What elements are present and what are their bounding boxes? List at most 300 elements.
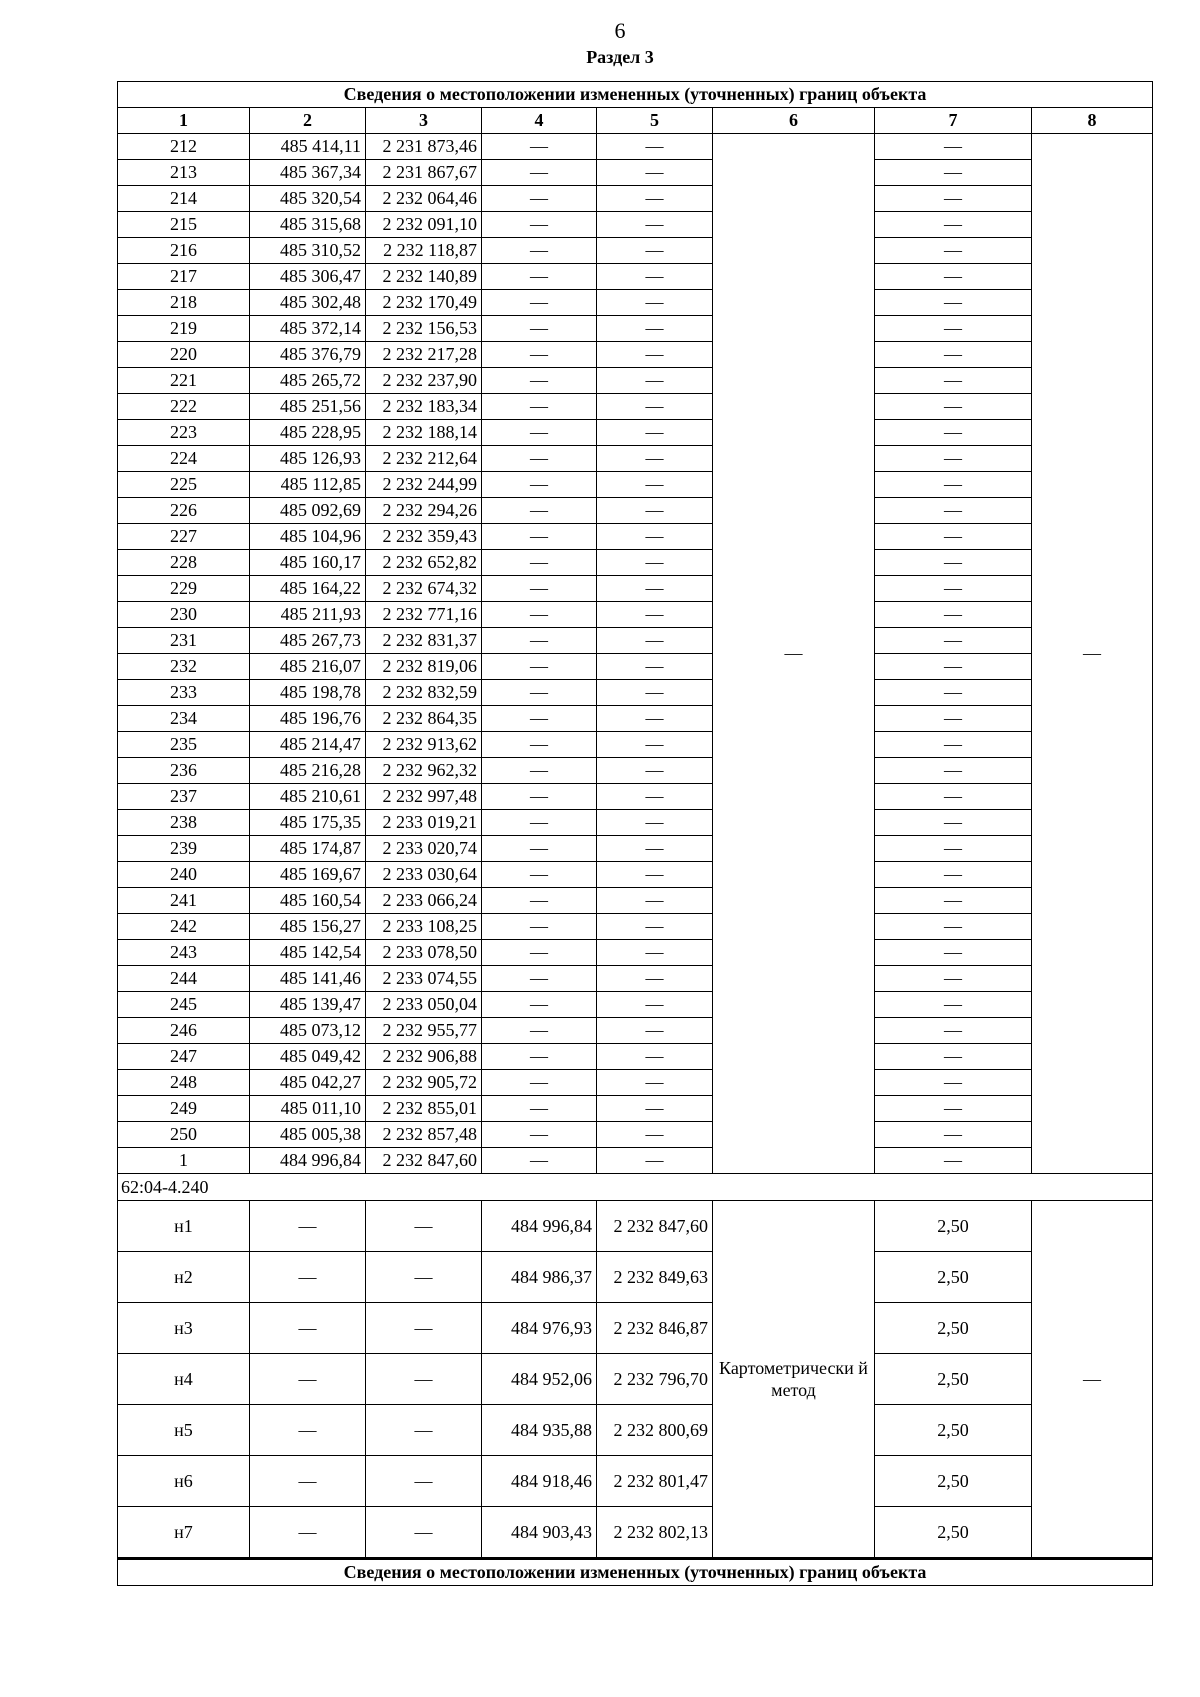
accuracy: —	[875, 524, 1032, 550]
new-x: —	[482, 1018, 597, 1044]
column-number: 8	[1032, 108, 1153, 134]
accuracy: —	[875, 134, 1032, 160]
point-number: 221	[118, 368, 250, 394]
new-y: —	[597, 914, 713, 940]
table-row	[118, 888, 1153, 914]
existing-y: 2 232 905,72	[366, 1070, 482, 1096]
new-y: —	[597, 966, 713, 992]
existing-x: 485 092,69	[250, 498, 366, 524]
new-x: —	[482, 186, 597, 212]
point-number: 229	[118, 576, 250, 602]
existing-y: 2 232 652,82	[366, 550, 482, 576]
existing-x: 485 042,27	[250, 1070, 366, 1096]
table-row	[118, 472, 1153, 498]
new-x: —	[482, 1044, 597, 1070]
accuracy: 2,50	[875, 1252, 1032, 1303]
existing-y: 2 232 156,53	[366, 316, 482, 342]
new-x: —	[482, 446, 597, 472]
existing-y: 2 232 997,48	[366, 784, 482, 810]
existing-x: 485 126,93	[250, 446, 366, 472]
point-number: 217	[118, 264, 250, 290]
new-y: —	[597, 940, 713, 966]
table-row	[118, 576, 1153, 602]
new-y: 2 232 802,13	[597, 1507, 713, 1559]
accuracy: —	[875, 420, 1032, 446]
table-row	[118, 680, 1153, 706]
accuracy: —	[875, 836, 1032, 862]
existing-y: 2 232 906,88	[366, 1044, 482, 1070]
new-y: —	[597, 810, 713, 836]
point-number: н5	[118, 1405, 250, 1456]
table-row	[118, 1354, 1153, 1405]
table-row	[118, 1456, 1153, 1507]
existing-x: 485 251,56	[250, 394, 366, 420]
table-row	[118, 654, 1153, 680]
point-number: 228	[118, 550, 250, 576]
accuracy: —	[875, 264, 1032, 290]
existing-x: 485 141,46	[250, 966, 366, 992]
existing-x: 485 216,07	[250, 654, 366, 680]
existing-y: 2 233 108,25	[366, 914, 482, 940]
new-y: —	[597, 576, 713, 602]
accuracy: —	[875, 862, 1032, 888]
table-row	[118, 810, 1153, 836]
existing-y: 2 233 050,04	[366, 992, 482, 1018]
accuracy: —	[875, 810, 1032, 836]
point-number: 246	[118, 1018, 250, 1044]
point-number: 218	[118, 290, 250, 316]
existing-x: 485 142,54	[250, 940, 366, 966]
existing-y: 2 232 294,26	[366, 498, 482, 524]
new-y: —	[597, 992, 713, 1018]
point-number: 248	[118, 1070, 250, 1096]
table-row	[118, 394, 1153, 420]
description-cell: —	[1032, 134, 1153, 1174]
table-row	[118, 602, 1153, 628]
description-cell: —	[1032, 1201, 1153, 1559]
new-y: —	[597, 368, 713, 394]
table-row	[118, 992, 1153, 1018]
existing-y: 2 232 855,01	[366, 1096, 482, 1122]
accuracy: —	[875, 316, 1032, 342]
table-row	[118, 446, 1153, 472]
table-row	[118, 628, 1153, 654]
new-y: —	[597, 758, 713, 784]
parcel-row	[118, 1174, 1153, 1201]
point-number: 212	[118, 134, 250, 160]
accuracy: —	[875, 212, 1032, 238]
existing-y: 2 232 064,46	[366, 186, 482, 212]
new-y: —	[597, 550, 713, 576]
table-row	[118, 758, 1153, 784]
accuracy: —	[875, 992, 1032, 1018]
existing-y: 2 232 913,62	[366, 732, 482, 758]
table-row	[118, 1044, 1153, 1070]
point-number: 238	[118, 810, 250, 836]
new-y: —	[597, 264, 713, 290]
new-x: —	[482, 472, 597, 498]
point-number: 240	[118, 862, 250, 888]
point-number: 225	[118, 472, 250, 498]
existing-x: 485 210,61	[250, 784, 366, 810]
column-number: 3	[366, 108, 482, 134]
table-row	[118, 134, 1153, 160]
new-x: —	[482, 992, 597, 1018]
new-y: —	[597, 342, 713, 368]
table-row	[118, 1303, 1153, 1354]
existing-x: 485 049,42	[250, 1044, 366, 1070]
new-x: —	[482, 628, 597, 654]
new-x: —	[482, 862, 597, 888]
table-row	[118, 1405, 1153, 1456]
existing-y: 2 232 857,48	[366, 1122, 482, 1148]
point-number: 222	[118, 394, 250, 420]
new-y: —	[597, 732, 713, 758]
existing-y: 2 233 078,50	[366, 940, 482, 966]
existing-x: 485 156,27	[250, 914, 366, 940]
accuracy: —	[875, 238, 1032, 264]
accuracy: —	[875, 550, 1032, 576]
existing-x: 485 160,54	[250, 888, 366, 914]
existing-y: 2 232 819,06	[366, 654, 482, 680]
new-x: —	[482, 1096, 597, 1122]
new-y: 2 232 801,47	[597, 1456, 713, 1507]
accuracy: 2,50	[875, 1507, 1032, 1559]
existing-x: 485 367,34	[250, 160, 366, 186]
accuracy: 2,50	[875, 1405, 1032, 1456]
point-number: 247	[118, 1044, 250, 1070]
new-x: 484 918,46	[482, 1456, 597, 1507]
point-number: 241	[118, 888, 250, 914]
new-x: —	[482, 1070, 597, 1096]
new-y: —	[597, 472, 713, 498]
new-x: 484 976,93	[482, 1303, 597, 1354]
point-number: 223	[118, 420, 250, 446]
existing-y: 2 232 955,77	[366, 1018, 482, 1044]
table-row	[118, 316, 1153, 342]
accuracy: —	[875, 1070, 1032, 1096]
accuracy: —	[875, 1122, 1032, 1148]
table-row	[118, 420, 1153, 446]
new-x: —	[482, 264, 597, 290]
new-x: —	[482, 654, 597, 680]
existing-y: —	[366, 1507, 482, 1559]
new-y: —	[597, 446, 713, 472]
existing-y: —	[366, 1354, 482, 1405]
point-number: 232	[118, 654, 250, 680]
accuracy: —	[875, 888, 1032, 914]
accuracy: —	[875, 732, 1032, 758]
new-x: 484 935,88	[482, 1405, 597, 1456]
table-row	[118, 342, 1153, 368]
existing-y: 2 232 183,34	[366, 394, 482, 420]
accuracy: 2,50	[875, 1201, 1032, 1252]
point-number: н4	[118, 1354, 250, 1405]
new-y: —	[597, 420, 713, 446]
point-number: 227	[118, 524, 250, 550]
new-x: —	[482, 888, 597, 914]
existing-y: 2 233 020,74	[366, 836, 482, 862]
point-number: 236	[118, 758, 250, 784]
table-row	[118, 1252, 1153, 1303]
new-y: 2 232 800,69	[597, 1405, 713, 1456]
point-number: н2	[118, 1252, 250, 1303]
existing-x: 485 169,67	[250, 862, 366, 888]
new-x: —	[482, 576, 597, 602]
point-number: 243	[118, 940, 250, 966]
new-x: —	[482, 810, 597, 836]
existing-y: 2 232 962,32	[366, 758, 482, 784]
existing-y: 2 232 140,89	[366, 264, 482, 290]
table-row	[118, 1018, 1153, 1044]
existing-y: 2 232 170,49	[366, 290, 482, 316]
existing-x: 485 267,73	[250, 628, 366, 654]
point-number: 237	[118, 784, 250, 810]
point-number: н3	[118, 1303, 250, 1354]
new-x: 484 903,43	[482, 1507, 597, 1559]
existing-y: 2 232 674,32	[366, 576, 482, 602]
existing-y: 2 231 867,67	[366, 160, 482, 186]
table-row	[118, 238, 1153, 264]
page-number: 6	[614, 18, 626, 43]
footer-caption: Сведения о местоположении измененных (уточненных) границ объекта	[118, 1559, 1153, 1586]
existing-y: —	[366, 1303, 482, 1354]
table-row	[118, 706, 1153, 732]
method-cell: —	[713, 134, 875, 1174]
new-x: 484 986,37	[482, 1252, 597, 1303]
new-y: —	[597, 628, 713, 654]
existing-x: 485 228,95	[250, 420, 366, 446]
existing-y: 2 232 188,14	[366, 420, 482, 446]
point-number: 242	[118, 914, 250, 940]
existing-x: 485 011,10	[250, 1096, 366, 1122]
existing-y: 2 232 091,10	[366, 212, 482, 238]
point-number: 234	[118, 706, 250, 732]
accuracy: —	[875, 186, 1032, 212]
accuracy: 2,50	[875, 1354, 1032, 1405]
new-y: —	[597, 186, 713, 212]
column-number: 1	[118, 108, 250, 134]
existing-x: —	[250, 1303, 366, 1354]
accuracy: —	[875, 576, 1032, 602]
table-row	[118, 186, 1153, 212]
new-x: —	[482, 1148, 597, 1174]
table-row	[118, 1507, 1153, 1559]
new-y: —	[597, 1096, 713, 1122]
existing-y: 2 232 217,28	[366, 342, 482, 368]
existing-x: 485 414,11	[250, 134, 366, 160]
existing-x: 485 104,96	[250, 524, 366, 550]
point-number: н7	[118, 1507, 250, 1559]
column-number: 7	[875, 108, 1032, 134]
new-x: —	[482, 394, 597, 420]
parcel-label: 62:04-4.240	[118, 1174, 1153, 1201]
existing-x: 485 164,22	[250, 576, 366, 602]
table-row	[118, 914, 1153, 940]
point-number: 219	[118, 316, 250, 342]
new-y: —	[597, 862, 713, 888]
accuracy: —	[875, 342, 1032, 368]
new-y: —	[597, 316, 713, 342]
new-x: —	[482, 368, 597, 394]
existing-y: 2 233 066,24	[366, 888, 482, 914]
accuracy: —	[875, 498, 1032, 524]
existing-y: 2 232 771,16	[366, 602, 482, 628]
point-number: 235	[118, 732, 250, 758]
table-row	[118, 212, 1153, 238]
new-x: —	[482, 966, 597, 992]
new-y: —	[597, 602, 713, 628]
existing-x: —	[250, 1456, 366, 1507]
accuracy: —	[875, 472, 1032, 498]
existing-y: 2 232 847,60	[366, 1148, 482, 1174]
accuracy: —	[875, 706, 1032, 732]
column-number: 4	[482, 108, 597, 134]
table-row	[118, 1096, 1153, 1122]
accuracy: —	[875, 1148, 1032, 1174]
method-cell: Картометрически й метод	[713, 1201, 875, 1559]
new-x: —	[482, 550, 597, 576]
existing-y: 2 233 019,21	[366, 810, 482, 836]
point-number: 239	[118, 836, 250, 862]
accuracy: —	[875, 966, 1032, 992]
accuracy: —	[875, 654, 1032, 680]
accuracy: —	[875, 914, 1032, 940]
new-y: —	[597, 1044, 713, 1070]
point-number: 249	[118, 1096, 250, 1122]
new-x: —	[482, 420, 597, 446]
new-x: —	[482, 940, 597, 966]
new-x: —	[482, 212, 597, 238]
new-y: —	[597, 1070, 713, 1096]
new-x: 484 996,84	[482, 1201, 597, 1252]
point-number: 231	[118, 628, 250, 654]
column-numbers-row	[118, 108, 1153, 134]
existing-x: 485 372,14	[250, 316, 366, 342]
new-y: —	[597, 784, 713, 810]
new-x: —	[482, 602, 597, 628]
point-number: 1	[118, 1148, 250, 1174]
accuracy: —	[875, 758, 1032, 784]
existing-x: 485 160,17	[250, 550, 366, 576]
accuracy: —	[875, 446, 1032, 472]
existing-y: 2 232 359,43	[366, 524, 482, 550]
existing-x: 485 005,38	[250, 1122, 366, 1148]
existing-y: 2 232 237,90	[366, 368, 482, 394]
new-y: —	[597, 212, 713, 238]
accuracy: —	[875, 784, 1032, 810]
new-x: —	[482, 914, 597, 940]
existing-x: —	[250, 1252, 366, 1303]
new-y: 2 232 846,87	[597, 1303, 713, 1354]
existing-x: 485 174,87	[250, 836, 366, 862]
new-y: —	[597, 888, 713, 914]
new-y: —	[597, 134, 713, 160]
table-row	[118, 550, 1153, 576]
new-y: —	[597, 290, 713, 316]
column-number: 6	[713, 108, 875, 134]
point-number: н6	[118, 1456, 250, 1507]
point-number: 250	[118, 1122, 250, 1148]
existing-x: 485 306,47	[250, 264, 366, 290]
table-row	[118, 784, 1153, 810]
point-number: 214	[118, 186, 250, 212]
new-x: —	[482, 498, 597, 524]
existing-x: 485 216,28	[250, 758, 366, 784]
table-row	[118, 836, 1153, 862]
existing-x: 485 139,47	[250, 992, 366, 1018]
existing-y: —	[366, 1405, 482, 1456]
point-number: н1	[118, 1201, 250, 1252]
table-row	[118, 264, 1153, 290]
table-row	[118, 498, 1153, 524]
table-row	[118, 160, 1153, 186]
new-x: —	[482, 680, 597, 706]
point-number: 245	[118, 992, 250, 1018]
existing-y: 2 232 832,59	[366, 680, 482, 706]
new-x: —	[482, 160, 597, 186]
accuracy: —	[875, 160, 1032, 186]
existing-y: —	[366, 1252, 482, 1303]
new-x: —	[482, 784, 597, 810]
table-row	[118, 1122, 1153, 1148]
table-row	[118, 290, 1153, 316]
new-y: —	[597, 498, 713, 524]
point-number: 233	[118, 680, 250, 706]
existing-y: 2 232 244,99	[366, 472, 482, 498]
accuracy: —	[875, 1018, 1032, 1044]
accuracy: —	[875, 368, 1032, 394]
point-number: 230	[118, 602, 250, 628]
new-x: —	[482, 732, 597, 758]
new-y: —	[597, 1122, 713, 1148]
new-y: —	[597, 706, 713, 732]
point-number: 220	[118, 342, 250, 368]
accuracy: —	[875, 628, 1032, 654]
point-number: 216	[118, 238, 250, 264]
accuracy: —	[875, 1096, 1032, 1122]
new-y: 2 232 796,70	[597, 1354, 713, 1405]
existing-x: 485 315,68	[250, 212, 366, 238]
new-x: —	[482, 706, 597, 732]
column-number: 2	[250, 108, 366, 134]
table-row	[118, 862, 1153, 888]
accuracy: —	[875, 680, 1032, 706]
new-y: —	[597, 654, 713, 680]
existing-x: 484 996,84	[250, 1148, 366, 1174]
accuracy: 2,50	[875, 1456, 1032, 1507]
existing-x: 485 310,52	[250, 238, 366, 264]
new-x: —	[482, 316, 597, 342]
point-number: 215	[118, 212, 250, 238]
new-y: —	[597, 524, 713, 550]
existing-y: 2 232 864,35	[366, 706, 482, 732]
existing-x: 485 112,85	[250, 472, 366, 498]
new-y: 2 232 849,63	[597, 1252, 713, 1303]
existing-x: 485 073,12	[250, 1018, 366, 1044]
table-row	[118, 1201, 1153, 1252]
table-row	[118, 1148, 1153, 1174]
existing-x: —	[250, 1507, 366, 1559]
section-title: Раздел 3	[586, 47, 654, 67]
existing-y: 2 232 118,87	[366, 238, 482, 264]
existing-x: —	[250, 1354, 366, 1405]
new-y: —	[597, 1018, 713, 1044]
table-row	[118, 1070, 1153, 1096]
existing-y: 2 231 873,46	[366, 134, 482, 160]
new-x: —	[482, 1122, 597, 1148]
existing-x: 485 214,47	[250, 732, 366, 758]
